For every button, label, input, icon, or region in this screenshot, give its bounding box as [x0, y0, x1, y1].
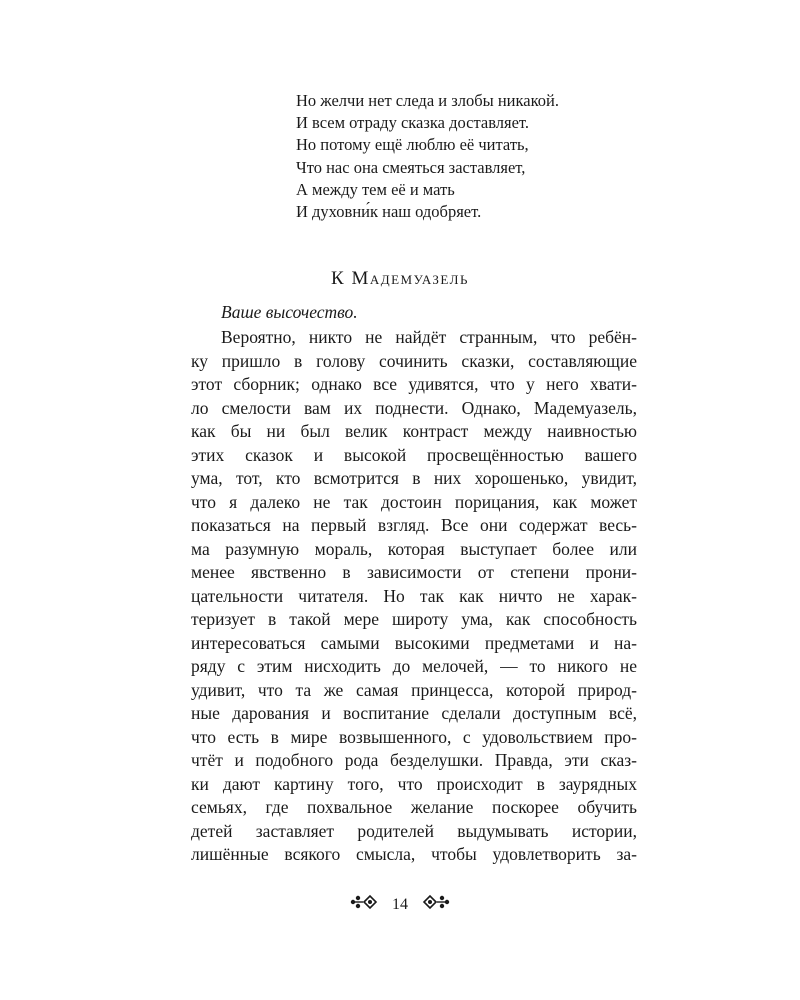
poem-line: А между тем её и мать	[296, 179, 455, 199]
paragraph-line: Вероятно, никто не найдёт странным, что ребён-	[221, 327, 637, 347]
paragraph-line: детей заставляет родителей выдумывать истории,	[191, 820, 637, 841]
poem-line: Но потому ещё люблю её читать,	[296, 135, 529, 155]
page-footer	[0, 893, 800, 916]
paragraph-line: ку пришло в голову сочинить сказки, составляющие	[191, 350, 637, 371]
paragraph-line: ума, тот, кто всмотрится в них хорошенько, увидит,	[191, 468, 637, 488]
paragraph-line: цательности читателя. Но так как ничто не харак-	[191, 585, 637, 606]
dedication-paragraph	[191, 326, 637, 867]
paragraph-line: ло смелости вам их поднести. Однако, Мадемуазель,	[191, 397, 637, 418]
salutation: Ваше высочество.	[221, 302, 358, 322]
paragraph-line: чтёт и подобного рода безделушки. Правда, эти сказ-	[191, 750, 637, 770]
paragraph-line: удивит, что та же самая принцесса, которой природ-	[191, 679, 637, 700]
paragraph-line: этот сборник; однако все удивятся, что у него хвати-	[191, 374, 637, 394]
fleuron-ornament-icon	[422, 893, 450, 916]
poem-line: Но желчи нет следа и злобы никакой.	[296, 91, 559, 110]
paragraph-line: ряду с этим нисходить до мелочей, — то никого не	[191, 656, 637, 676]
paragraph-line: показаться на первый взгляд. Все они содержат весь-	[191, 515, 637, 535]
paragraph-line: ки дают картину того, что происходит в заурядных	[191, 773, 637, 794]
fleuron-ornament-icon	[350, 893, 378, 916]
paragraph-line: интересоваться самыми высокими предметами и на-	[191, 632, 637, 653]
paragraph-line: лишённые всякого смысла, чтобы удовлетворить за-	[191, 844, 637, 864]
paragraph-line: менее явственно в зависимости от степени прони-	[191, 562, 637, 582]
paragraph-line: как бы ни был велик контраст между наивностью	[191, 421, 637, 441]
poem-line: Что нас она смеяться заставляет,	[296, 157, 526, 177]
paragraph-line: семьях, где похвальное желание поскорее обучить	[191, 797, 637, 817]
section-heading: К Мадемуазель	[331, 268, 469, 289]
poem-line: И духовни́к наш одобряет.	[296, 202, 482, 222]
paragraph-line: ные дарования и воспитание сделали доступным всё,	[191, 703, 637, 723]
epigraph-poem	[296, 90, 559, 223]
paragraph-line: что я далеко не так достоин порицания, как может	[191, 491, 637, 512]
paragraph-line: теризует в такой мере широту ума, как способность	[191, 609, 637, 629]
page-number: 14	[392, 895, 408, 913]
paragraph-line: этих сказок и высокой просвещённостью вашего	[191, 444, 637, 465]
poem-line: И всем отраду сказка доставляет.	[296, 113, 530, 133]
paragraph-line: что есть в мире возвышенного, с удовольствием про-	[191, 726, 637, 747]
paragraph-line: ма разумную мораль, которая выступает более или	[191, 538, 637, 559]
